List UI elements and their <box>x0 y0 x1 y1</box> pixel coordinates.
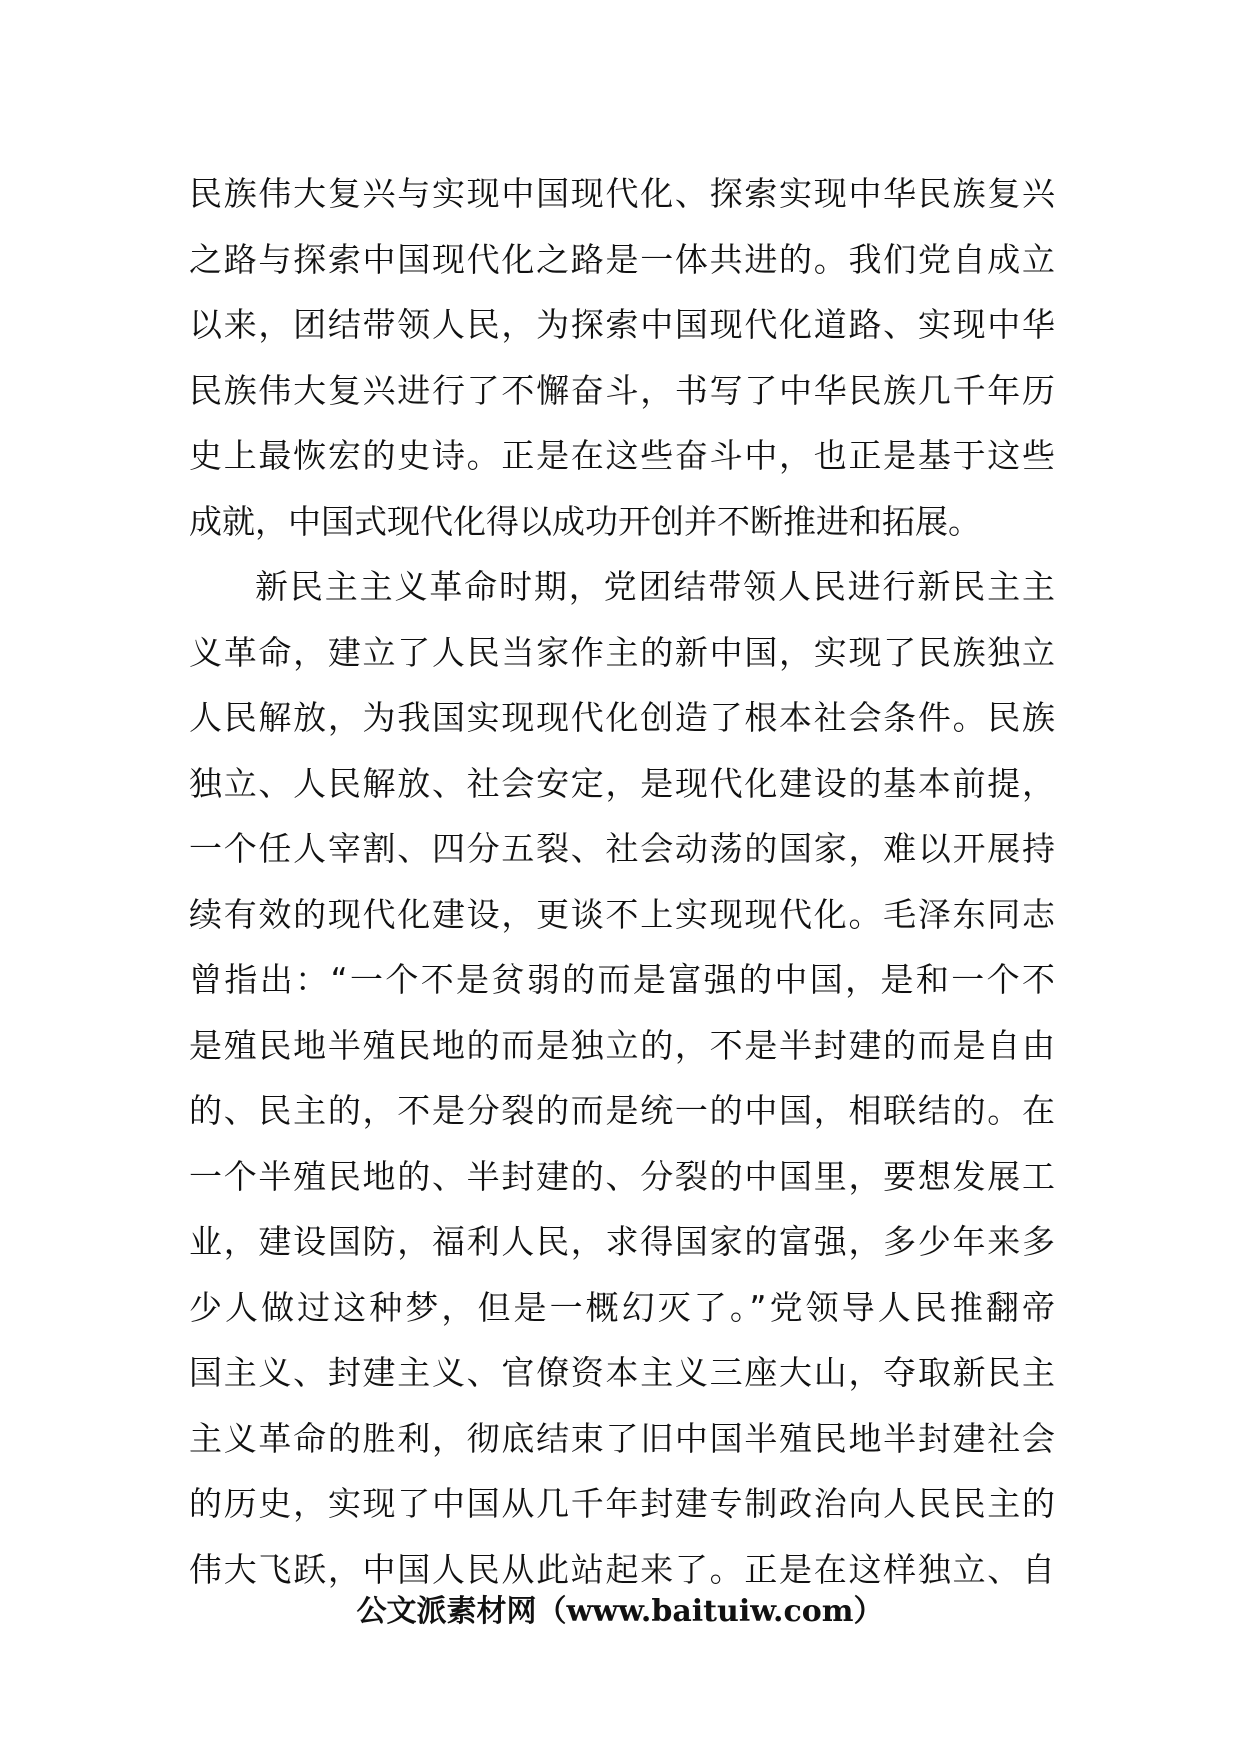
paragraph-2-line-1: 新民主主义革命时期，党团结带领人民进行新民主主 <box>255 567 1055 606</box>
page-footer <box>0 1592 1240 1632</box>
paragraph-1-line-6: 成就，中国式现代化得以成功开创并不断推进和拓展。 <box>189 501 981 541</box>
paragraph-1-line-5: 史上最恢宏的史诗。正是在这些奋斗中，也正是基于这些 <box>189 436 1055 475</box>
paragraph-2-line-4: 独立、人民解放、社会安定，是现代化建设的基本前提， <box>189 763 1055 803</box>
footer-source-text: 公文派素材网（www.baituiw.com） <box>356 1594 884 1629</box>
paragraph-2-line-7: 曾指出：“一个不是贫弱的而是富强的中国，是和一个不 <box>189 960 1055 999</box>
paragraph-2-line-12: 少人做过这种梦，但是一概幻灭了。”党领导人民推翻帝 <box>189 1287 1055 1327</box>
paragraph-1-line-1: 民族伟大复兴与实现中国现代化、探索实现中华民族复兴 <box>189 174 1055 213</box>
paragraph-2-line-9: 的、民主的，不是分裂的而是统一的中国，相联结的。在 <box>189 1091 1055 1130</box>
body-text <box>189 161 1055 1602</box>
paragraph-2-line-16: 伟大飞跃，中国人民从此站起来了。正是在这样独立、自 <box>189 1549 1055 1589</box>
paragraph-2-line-15: 的历史，实现了中国从几千年封建专制政治向人民民主的 <box>189 1484 1055 1523</box>
paragraph-2-line-2: 义革命，建立了人民当家作主的新中国，实现了民族独立 <box>189 632 1055 672</box>
paragraph-2-line-3: 人民解放，为我国实现现代化创造了根本社会条件。民族 <box>189 698 1055 737</box>
paragraph-2-line-14: 主义革命的胜利，彻底结束了旧中国半殖民地半封建社会 <box>189 1418 1055 1458</box>
paragraph-2-line-11: 业，建设国防，福利人民，求得国家的富强，多少年来多 <box>189 1222 1055 1261</box>
paragraph-1-line-3: 以来，团结带领人民，为探索中国现代化道路、实现中华 <box>189 305 1055 344</box>
paragraph-2-line-10: 一个半殖民地的、半封建的、分裂的中国里，要想发展工 <box>189 1156 1055 1196</box>
paragraph-2-line-6: 续有效的现代化建设，更谈不上实现现代化。毛泽东同志 <box>189 894 1055 934</box>
paragraph-2-line-5: 一个任人宰割、四分五裂、社会动荡的国家，难以开展持 <box>189 829 1055 868</box>
paragraph-1-line-4: 民族伟大复兴进行了不懈奋斗，书写了中华民族几千年历 <box>189 370 1055 410</box>
paragraph-2-line-8: 是殖民地半殖民地的而是独立的，不是半封建的而是自由 <box>189 1025 1055 1065</box>
paragraph-1-line-2: 之路与探索中国现代化之路是一体共进的。我们党自成立 <box>189 239 1055 279</box>
paragraph-2-line-13: 国主义、封建主义、官僚资本主义三座大山，夺取新民主 <box>189 1353 1055 1392</box>
